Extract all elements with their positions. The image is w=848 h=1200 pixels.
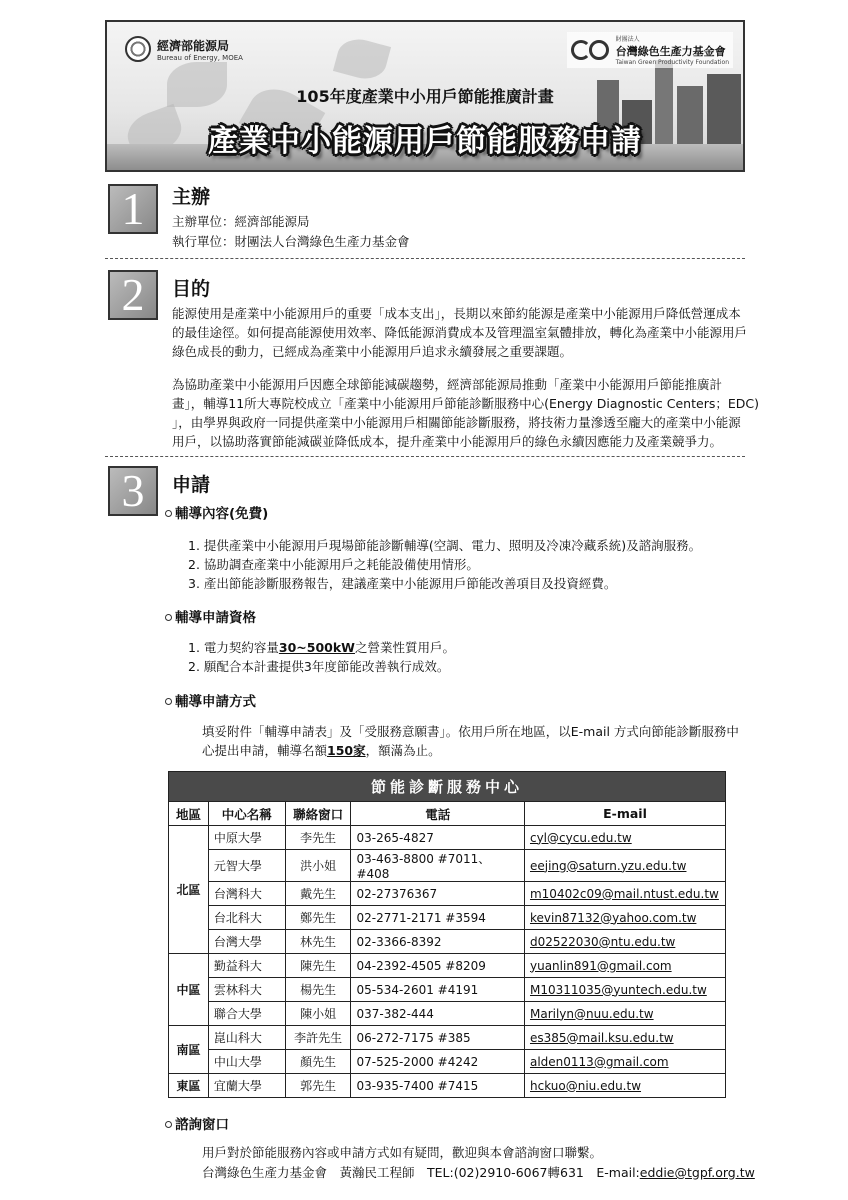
section-2-para2-line: 用戶，以協助落實節能減碳並降低成本，提升產業中小能源用戶的綠色永續因應能力及產業競爭力。: [172, 434, 723, 449]
bullet-icon: [165, 1121, 172, 1128]
phone-cell: 037-382-444: [351, 1002, 525, 1026]
consult-line: 用戶對於節能服務內容或申請方式如有疑問，歡迎與本會諮詢窗口聯繫。: [202, 1145, 603, 1160]
banner-title: 產業中小能源用戶節能服務申請: [208, 124, 642, 159]
contact-cell: 楊先生: [285, 978, 351, 1002]
phone-cell: 03-265-4827: [351, 826, 525, 850]
section-2-para1-line: 綠色成長的動力，已經成為產業中小能源用戶追求永續發展之重要課題。: [172, 344, 573, 359]
contact-cell: 林先生: [285, 930, 351, 954]
content-list: [188, 536, 701, 593]
phone-cell: 03-463-8800 #7011、#408: [351, 850, 525, 882]
consult-line: 台灣綠色生產力基金會 黃瀚民工程師 TEL:(02)2910-6067轉631 E-mail:eddie@tgpf.org.tw: [202, 1165, 755, 1180]
bullet-icon: [165, 510, 172, 517]
method-line: 心提出申請，輔導名額150家，額滿為止。: [202, 743, 441, 758]
phone-cell: 02-27376367: [351, 882, 525, 906]
center-cell: 聯合大學: [208, 1002, 285, 1026]
contact-cell: 陳小姐: [285, 1002, 351, 1026]
table-row: [169, 906, 726, 930]
phone-cell: 02-3366-8392: [351, 930, 525, 954]
header-center: 中心名稱: [208, 802, 285, 826]
contact-cell: 戴先生: [285, 882, 351, 906]
region-cell: 北區: [169, 826, 209, 954]
header-region: 地區: [169, 802, 209, 826]
phone-cell: 07-525-2000 #4242: [351, 1050, 525, 1074]
table-row: [169, 1002, 726, 1026]
consult-email-link[interactable]: eddie@tgpf.org.tw: [639, 1165, 755, 1180]
header-email: E-mail: [524, 802, 725, 826]
method-line: 填妥附件「輔導申請表」及「受服務意願書」。依用戶所在地區，以E-mail 方式向節能診斷服務中: [202, 724, 739, 739]
section-3-title: 申請: [172, 474, 211, 496]
qualification-subtitle: 輔導申請資格: [165, 606, 256, 626]
email-cell[interactable]: M10311035@yuntech.edu.tw: [524, 978, 725, 1002]
list-item: 2. 願配合本計畫提供3年度節能改善執行成效。: [188, 659, 450, 674]
section-2-para1-line: 的最佳途徑。如何提高能源使用效率、降低能源消費成本及管理溫室氣體排放，轉化為產業中小能源用戶: [172, 325, 748, 340]
email-cell[interactable]: cyl@cycu.edu.tw: [524, 826, 725, 850]
contact-cell: 李許先生: [285, 1026, 351, 1050]
section-3-number: 3: [108, 466, 158, 516]
content-subtitle: 輔導內容(免費): [165, 502, 268, 522]
contact-cell: 郭先生: [285, 1074, 351, 1098]
table-row: [169, 882, 726, 906]
table-row: [169, 1050, 726, 1074]
email-cell[interactable]: kevin87132@yahoo.com.tw: [524, 906, 725, 930]
boe-logo-name: 經濟部能源局: [157, 38, 230, 53]
section-2-para2-line: 」，由學界與政府一同提供產業中小能源用戶相關節能診斷服務，將技術力量滲透至龐大的產業中小能源: [172, 415, 741, 430]
tgpf-small: 財團法人: [615, 36, 640, 43]
center-cell: 台北科大: [208, 906, 285, 930]
phone-cell: 02-2771-2171 #3594: [351, 906, 525, 930]
email-cell[interactable]: eejing@saturn.yzu.edu.tw: [524, 850, 725, 882]
region-cell: 中區: [169, 954, 209, 1026]
tgpf-en: Taiwan Green Productivity Foundation: [615, 59, 729, 66]
header-banner: [105, 20, 745, 172]
email-cell[interactable]: d02522030@ntu.edu.tw: [524, 930, 725, 954]
table-title: 節能診斷服務中心: [169, 772, 726, 802]
email-cell[interactable]: alden0113@gmail.com: [524, 1050, 725, 1074]
divider: [105, 258, 745, 259]
table-row: [169, 826, 726, 850]
contact-cell: 洪小姐: [285, 850, 351, 882]
consult-subtitle: 諮詢窗口: [165, 1113, 229, 1133]
center-cell: 宜蘭大學: [208, 1074, 285, 1098]
center-cell: 中山大學: [208, 1050, 285, 1074]
section-1-title: 主辦: [172, 186, 211, 208]
boe-logo: [125, 36, 243, 62]
section-2-title: 目的: [172, 278, 211, 300]
email-cell[interactable]: es385@mail.ksu.edu.tw: [524, 1026, 725, 1050]
email-cell[interactable]: yuanlin891@gmail.com: [524, 954, 725, 978]
table-row: [169, 930, 726, 954]
center-cell: 中原大學: [208, 826, 285, 850]
table-row: [169, 1074, 726, 1098]
qualification-list: [188, 638, 455, 676]
table-row: [169, 850, 726, 882]
banner-subtitle: 105年度產業中小用戶節能推廣計畫: [296, 87, 554, 106]
center-cell: 崑山科大: [208, 1026, 285, 1050]
table-row: [169, 954, 726, 978]
boe-seal-icon: [125, 36, 151, 62]
contact-cell: 陳先生: [285, 954, 351, 978]
table-header-row: [169, 802, 726, 826]
list-item: 2. 協助調查產業中小能源用戶之耗能設備使用情形。: [188, 557, 479, 572]
table-row: [169, 978, 726, 1002]
center-cell: 元智大學: [208, 850, 285, 882]
section-1-number: 1: [108, 184, 158, 234]
section-2-para2-line: 畫」，輔導11所大專院校成立「產業中小能源用戶節能診斷服務中心(Energy Diagnostic Centers；EDC): [172, 396, 759, 411]
region-cell: 南區: [169, 1026, 209, 1074]
email-cell[interactable]: m10402c09@mail.ntust.edu.tw: [524, 882, 725, 906]
region-cell: 東區: [169, 1074, 209, 1098]
tgpf-logo: [567, 32, 733, 68]
section-2-para1-line: 能源使用是產業中小能源用戶的重要「成本支出」，長期以來節約能源是產業中小能源用戶降低營運成本: [172, 306, 741, 321]
phone-cell: 04-2392-4505 #8209: [351, 954, 525, 978]
table-row: [169, 1026, 726, 1050]
list-item: 1. 提供產業中小能源用戶現場節能診斷輔導(空調、電力、照明及冷凍冷藏系統)及諮詢服務。: [188, 538, 702, 553]
center-cell: 勤益科大: [208, 954, 285, 978]
boe-logo-en: Bureau of Energy, MOEA: [157, 53, 243, 62]
phone-cell: 03-935-7400 #7415: [351, 1074, 525, 1098]
center-cell: 台灣大學: [208, 930, 285, 954]
header-contact: 聯絡窗口: [285, 802, 351, 826]
contact-cell: 鄭先生: [285, 906, 351, 930]
email-cell[interactable]: hckuo@niu.edu.tw: [524, 1074, 725, 1098]
section-2-para2-line: 為協助產業中小能源用戶因應全球節能減碳趨勢，經濟部能源局推動「產業中小能源用戶節能推廣計: [172, 377, 723, 392]
method-subtitle: 輔導申請方式: [165, 690, 256, 710]
contact-cell: 顏先生: [285, 1050, 351, 1074]
section-1-line: 執行單位：財團法人台灣綠色生產力基金會: [172, 234, 410, 249]
divider: [105, 456, 745, 457]
bullet-icon: [165, 698, 172, 705]
center-cell: 台灣科大: [208, 882, 285, 906]
section-1-line: 主辦單位：經濟部能源局: [172, 214, 310, 229]
tgpf-name: 台灣綠色生產力基金會: [615, 45, 726, 58]
service-center-table: [168, 771, 726, 1098]
center-cell: 雲林科大: [208, 978, 285, 1002]
section-2-number: 2: [108, 270, 158, 320]
phone-cell: 06-272-7175 #385: [351, 1026, 525, 1050]
phone-cell: 05-534-2601 #4191: [351, 978, 525, 1002]
contact-cell: 李先生: [285, 826, 351, 850]
leaf-decoration: [333, 34, 391, 84]
gp-logo-icon: [571, 39, 611, 61]
bullet-icon: [165, 614, 172, 621]
header-phone: 電話: [351, 802, 525, 826]
list-item: 1. 電力契約容量30~500kW之營業性質用戶。: [188, 640, 455, 655]
email-cell[interactable]: Marilyn@nuu.edu.tw: [524, 1002, 725, 1026]
list-item: 3. 產出節能診斷服務報告，建議產業中小能源用戶節能改善項目及投資經費。: [188, 576, 617, 591]
